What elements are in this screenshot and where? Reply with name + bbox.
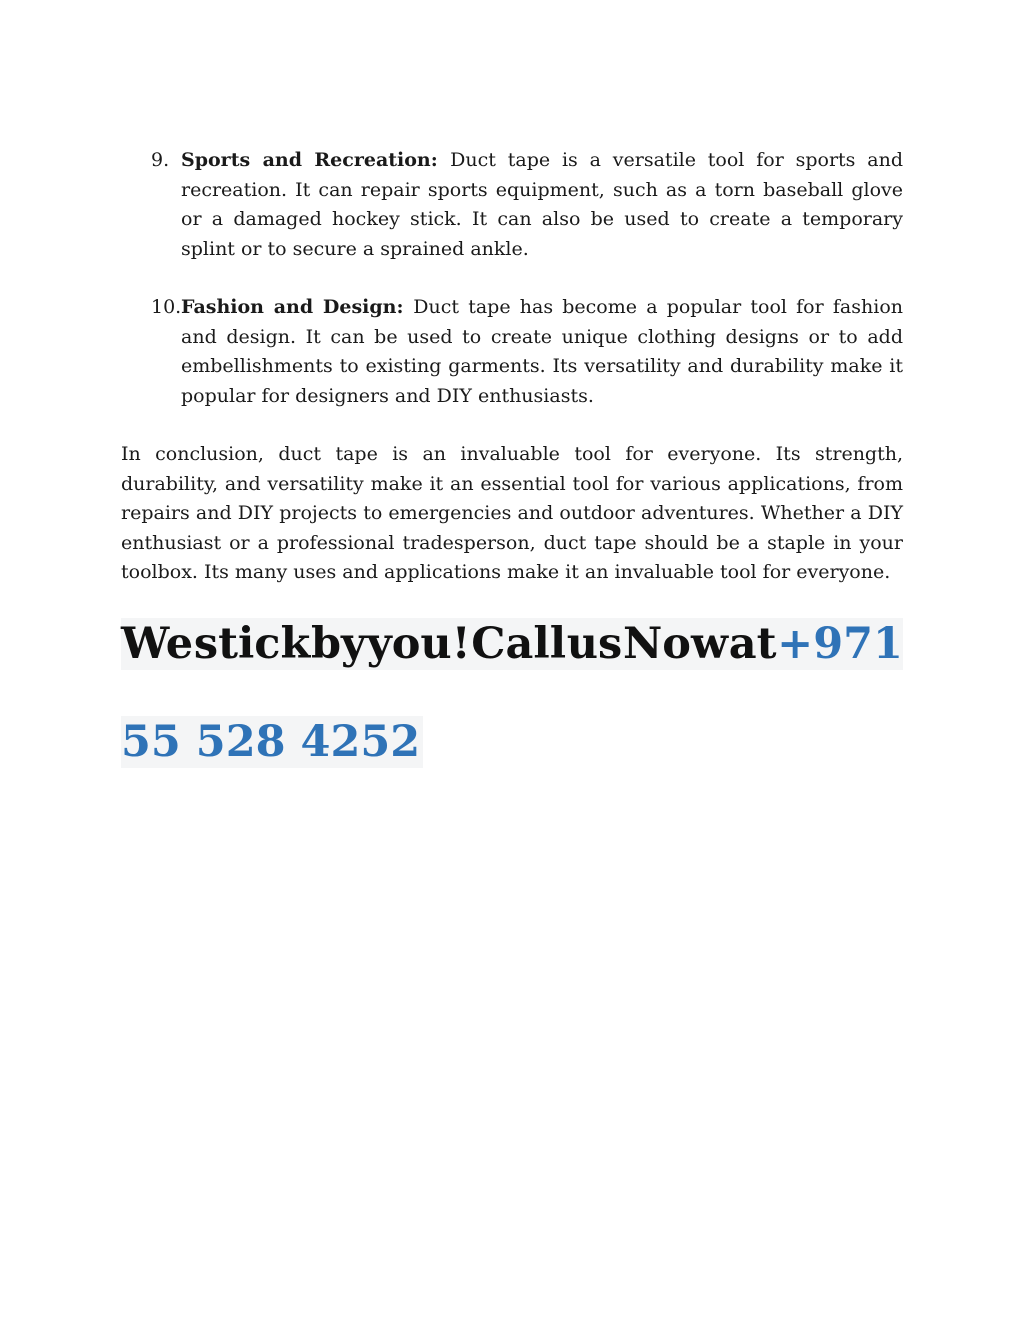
phone-number-part[interactable]: +971 [777, 618, 903, 669]
list-item-number: 9. [151, 149, 170, 171]
cta-line [121, 618, 903, 670]
cta-word: by [310, 618, 367, 669]
cta-word: Call [471, 618, 567, 669]
list-item [121, 146, 903, 264]
cta-word: Now [622, 618, 728, 669]
cta-word: at [728, 618, 777, 669]
list-item-title: Sports and Recreation: [181, 149, 451, 171]
cta-word: you! [366, 618, 471, 669]
list-item-text: Duct tape is a versatile tool for sports and recreation. It can repair sports equipment, such as a torn baseball glove or a damaged hockey stick. It can also be used to create a temporary splint or to secure a sprained ankle. [181, 149, 903, 260]
list-item-number: 10. [151, 296, 182, 318]
document-page [121, 146, 903, 768]
list-item [121, 293, 903, 411]
call-to-action [121, 618, 903, 768]
cta-word: us [566, 618, 623, 669]
conclusion-paragraph: In conclusion, duct tape is an invaluable tool for everyone. Its strength, durability, and versatility make it an essential tool for various applications, from repairs and DIY projects to emergencies and outdoor adventures. Whether a DIY enthusiast or a professional tradesperson, duct tape should be a staple in your toolbox. Its many uses and applications make it an invaluable tool for everyone. [121, 443, 903, 583]
cta-word: stick [193, 618, 311, 669]
cta-word: We [121, 618, 194, 669]
phone-number-part[interactable]: 55 528 4252 [121, 716, 423, 768]
list-item-title: Fashion and Design: [181, 296, 414, 318]
list-item-text: Duct tape has become a popular tool for fashion and design. It can be used to create unique clothing designs or to add embellishments to existing garments. Its versatility and durability make it popular for designers and DIY enthusiasts. [181, 296, 903, 407]
